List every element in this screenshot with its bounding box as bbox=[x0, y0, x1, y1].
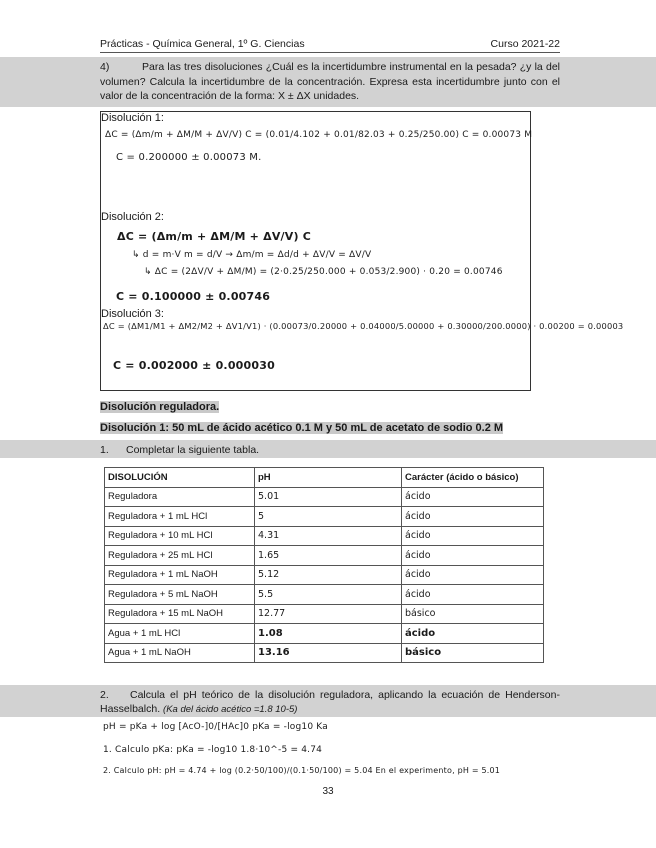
cell-caracter: ácido bbox=[402, 526, 544, 546]
cell-caracter: ácido bbox=[402, 585, 544, 605]
question2-text: Calcula el pH teórico de la disolución reguladora, aplicando la ecuación de Henderson-Hasselbalch. bbox=[100, 689, 560, 715]
table-row bbox=[105, 624, 544, 644]
solution2-line2: ↳ d = m·V m = d/V → Δm/m = Δd/d + ΔV/V = ΔV/V bbox=[132, 250, 372, 260]
cell-ph: 5.5 bbox=[255, 585, 402, 605]
question1-number: 1. bbox=[100, 444, 109, 456]
solution1-result: C = 0.200000 ± 0.00073 M. bbox=[116, 152, 262, 163]
cell-disolucion: Agua + 1 mL HCl bbox=[105, 624, 255, 644]
header-year: Curso 2021-22 bbox=[490, 38, 560, 50]
cell-ph: 5.12 bbox=[255, 565, 402, 585]
question4 bbox=[100, 60, 560, 104]
cell-caracter: ácido bbox=[402, 624, 544, 644]
solution1-formula: ΔC = (Δm/m + ΔM/M + ΔV/V) C = (0.01/4.102 + 0.01/82.03 + 0.25/250.00) C = 0.00073 M bbox=[105, 130, 533, 140]
cell-caracter: ácido bbox=[402, 507, 544, 527]
question1-text: Completar la siguiente tabla. bbox=[126, 444, 260, 456]
question1 bbox=[100, 444, 259, 456]
solution1-title: Disolución 1: bbox=[101, 112, 164, 124]
table-row bbox=[105, 565, 544, 585]
cell-ph: 5.01 bbox=[255, 487, 402, 507]
page-header bbox=[100, 38, 560, 53]
solution3-title: Disolución 3: bbox=[101, 308, 164, 320]
solution3-result: C = 0.002000 ± 0.000030 bbox=[113, 359, 275, 372]
hh-equation: pH = pKa + log [AcO-]0/[HAc]0 pKa = -log10 Ka bbox=[103, 722, 328, 732]
header-course: Prácticas - Química General, 1º G. Ciencias bbox=[100, 38, 305, 50]
cell-caracter: básico bbox=[402, 604, 544, 624]
cell-ph: 1.08 bbox=[255, 624, 402, 644]
cell-caracter: ácido bbox=[402, 565, 544, 585]
table-row bbox=[105, 526, 544, 546]
cell-disolucion: Reguladora bbox=[105, 487, 255, 507]
cell-ph: 5 bbox=[255, 507, 402, 527]
cell-disolucion: Reguladora + 5 mL NaOH bbox=[105, 585, 255, 605]
table-row bbox=[105, 643, 544, 663]
question4-text: Para las tres disoluciones ¿Cuál es la incertidumbre instrumental en la pesada? ¿y la del volumen? Calcula la incertidumbre de la concentración. Expresa esta incertidumbre junto con el valor de la concentración de la forma: X ± ΔX unidades. bbox=[100, 61, 560, 102]
table-row bbox=[105, 507, 544, 527]
table-row bbox=[105, 585, 544, 605]
question2-ka-note: (Ka del ácido acético =1.8 10-5) bbox=[163, 704, 298, 715]
cell-disolucion: Reguladora + 25 mL HCl bbox=[105, 546, 255, 566]
hh-step1: 1. Calculo pKa: pKa = -log10 1.8·10^-5 = 4.74 bbox=[103, 745, 323, 755]
cell-disolucion: Reguladora + 10 mL HCl bbox=[105, 526, 255, 546]
question2-number: 2. bbox=[100, 689, 109, 701]
cell-caracter: ácido bbox=[402, 546, 544, 566]
solution2-line3: ↳ ΔC = (2ΔV/V + ΔM/M) = (2·0.25/250.000 + 0.053/2.900) · 0.20 = 0.00746 bbox=[144, 267, 503, 277]
cell-disolucion: Reguladora + 1 mL HCl bbox=[105, 507, 255, 527]
solution2-result: C = 0.100000 ± 0.00746 bbox=[116, 290, 271, 303]
cell-disolucion: Reguladora + 15 mL NaOH bbox=[105, 604, 255, 624]
question4-number: 4) bbox=[100, 61, 110, 73]
table-row bbox=[105, 487, 544, 507]
page-number: 33 bbox=[322, 786, 334, 797]
cell-ph: 1.65 bbox=[255, 546, 402, 566]
cell-caracter: ácido bbox=[402, 487, 544, 507]
ph-table bbox=[104, 467, 544, 663]
header-caracter: Carácter (ácido o básico) bbox=[402, 468, 544, 488]
cell-ph: 4.31 bbox=[255, 526, 402, 546]
cell-caracter: básico bbox=[402, 643, 544, 663]
hh-step2: 2. Calculo pH: pH = 4.74 + log (0.2·50/100)/(0.1·50/100) = 5.04 En el experimento, pH = 5.01 bbox=[103, 766, 501, 775]
solution3-formula: ΔC = (ΔM1/M1 + ΔM2/M2 + ΔV1/V1) · (0.00073/0.20000 + 0.04000/5.00000 + 0.30000/200.0000) · 0.00200 = 0.00003 bbox=[103, 321, 624, 331]
table-row bbox=[105, 604, 544, 624]
table-header-row bbox=[105, 468, 544, 488]
header-ph: pH bbox=[255, 468, 402, 488]
cell-disolucion: Agua + 1 mL NaOH bbox=[105, 643, 255, 663]
cell-ph: 13.16 bbox=[255, 643, 402, 663]
solution2-title: Disolución 2: bbox=[101, 211, 164, 223]
header-disolucion: DISOLUCIÓN bbox=[105, 468, 255, 488]
solution2-formula: ΔC = (Δm/m + ΔM/M + ΔV/V) C bbox=[117, 230, 312, 243]
table-row bbox=[105, 546, 544, 566]
section-reguladora-heading: Disolución reguladora. bbox=[100, 401, 220, 413]
section-solution1-heading: Disolución 1: 50 mL de ácido acético 0.1 M y 50 mL de acetato de sodio 0.2 M bbox=[100, 422, 504, 434]
question1-band bbox=[0, 440, 656, 458]
question2 bbox=[100, 688, 560, 717]
cell-disolucion: Reguladora + 1 mL NaOH bbox=[105, 565, 255, 585]
cell-ph: 12.77 bbox=[255, 604, 402, 624]
